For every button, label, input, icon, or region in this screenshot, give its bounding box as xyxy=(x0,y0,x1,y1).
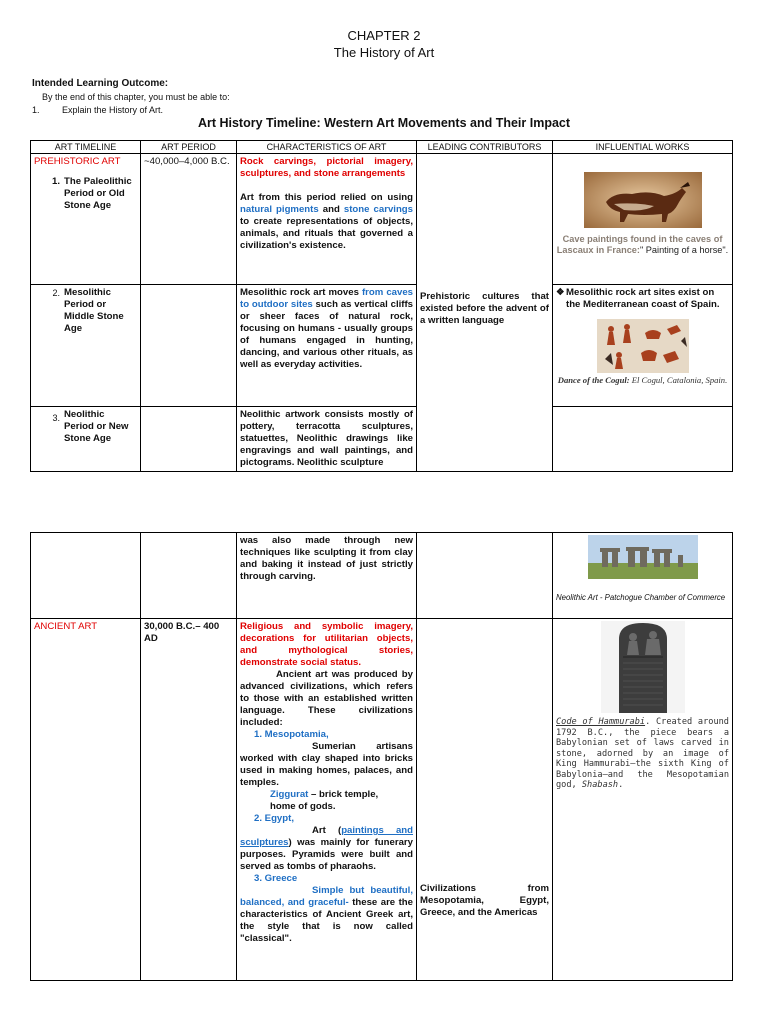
characteristics-text xyxy=(240,192,413,252)
ilo-heading: Intended Learning Outcome: xyxy=(32,78,169,89)
period-cell xyxy=(141,154,237,285)
text-span: these are the characteristics of Ancient Greek art, the style that is now called "classical". xyxy=(240,897,413,944)
col-header-works: INFLUENTIAL WORKS xyxy=(553,141,733,154)
table-row xyxy=(31,619,733,981)
timeline-table-page2 xyxy=(30,532,733,981)
egypt-text xyxy=(240,825,413,873)
caption-bold: Dance of the Cogul: xyxy=(557,375,630,385)
work-bullet-item xyxy=(556,287,729,311)
sub-period-number: 2. xyxy=(52,288,60,298)
timeline-table-page1 xyxy=(30,140,733,472)
caption-text: . Created around 1792 B.C., the piece bears a Babylonian set of laws carved in stone, adorned by an image of King Hammurabi—the sixth King of Babylonia—and the Mesopotamian god, xyxy=(556,717,729,790)
work-text: Mesolithic rock art sites exist on the Mediterranean coast of Spain. xyxy=(566,287,720,310)
characteristics-cell xyxy=(237,154,417,285)
sub-period-name: Mesolithic Period or Middle Stone Age xyxy=(64,287,124,334)
col-header-characteristics: CHARACTERISTICS OF ART xyxy=(237,141,417,154)
text-span: and xyxy=(318,204,344,215)
table-title: Art History Timeline: Western Art Movements and Their Impact xyxy=(197,116,571,130)
text-span: such as vertical cliffs or sheer faces of natural rock, focusing on humans - usually groups of humans engaged in hunting, dancing, and various other rituals, as well as everyday activities. xyxy=(240,299,413,370)
characteristics-intro: Ancient art was produced by advanced civilizations, which refers to those with an established written language. These civilizations included: xyxy=(240,669,413,728)
text-span: Art ( xyxy=(312,825,342,836)
caption-text: El Cogul, Catalonia, Spain. xyxy=(629,375,728,385)
chapter-heading: CHAPTER 2 xyxy=(347,28,421,43)
text-span: – brick temple, home of gods. xyxy=(270,789,379,812)
text-span: Art from this period relied on using xyxy=(240,192,413,203)
period-cell xyxy=(141,533,237,619)
era-label: PREHISTORIC ART xyxy=(34,156,121,167)
highlight-span: paintings and sculptures xyxy=(240,825,414,848)
sub-period xyxy=(34,176,137,212)
ziggurat-note xyxy=(240,789,413,813)
sub-period-number: 1. xyxy=(51,176,60,187)
civilization-heading-greece: 3. Greece xyxy=(254,873,298,884)
text-span: ) was mainly for funerary purposes. Pyramids were built and served as tombs of pharaohs. xyxy=(240,837,413,872)
timeline-cell xyxy=(31,285,141,407)
hammurabi-stele-photo xyxy=(601,621,685,713)
timeline-cell xyxy=(31,407,141,472)
cave-horse-painting xyxy=(584,172,702,228)
stonehenge-photo xyxy=(588,535,698,579)
characteristics-text: was also made through new techniques like sculpting it from clay and baking it instead of just strictly through carving. xyxy=(240,535,413,582)
characteristics-cell xyxy=(237,285,417,407)
caption-bold: Cave paintings found in the caves of Lascaux in France: xyxy=(556,234,723,255)
work-caption xyxy=(556,717,729,791)
contributors-text: Prehistoric cultures that existed before the advent of a written language xyxy=(420,290,549,326)
caption-title: Code of Hammurabi xyxy=(556,717,646,727)
table-row xyxy=(31,407,733,472)
highlight-span: Ziggurat xyxy=(270,789,309,800)
era-label: ANCIENT ART xyxy=(34,621,98,632)
sub-period-name: Neolithic Period or New Stone Age xyxy=(64,409,129,444)
civilization-heading-mesopotamia: 1. Mesopotamia, xyxy=(254,729,329,740)
cogul-dance-painting xyxy=(597,319,689,373)
text-span: to create representations of objects, animals, and rituals that governed a civilization's existence. xyxy=(240,216,413,251)
characteristics-text: Neolithic artwork consists mostly of pottery, terracotta sculptures, statuettes, Neolithic drawings like engravings and wall paintings, and pictograms. Neolithic sculpture xyxy=(240,409,413,468)
work-caption xyxy=(556,375,729,385)
contributors-cell xyxy=(417,619,553,981)
timeline-cell xyxy=(31,533,141,619)
contributors-cell xyxy=(417,533,553,619)
ilo-intro: By the end of this chapter, you must be able to: xyxy=(42,92,230,102)
text-span: Mesolithic rock art moves xyxy=(240,287,362,298)
characteristics-cell xyxy=(237,407,417,472)
characteristics-cell xyxy=(237,533,417,619)
chapter-title: The History of Art xyxy=(333,45,435,60)
table-row xyxy=(31,533,733,619)
work-caption: Neolithic Art - Patchogue Chamber of Commerce xyxy=(556,593,726,602)
table-row xyxy=(31,154,733,285)
col-header-contributors: LEADING CONTRIBUTORS xyxy=(417,141,553,154)
ilo-item xyxy=(32,105,163,115)
mesopotamia-text: Sumerian artisans worked with clay shaped into bricks used in making homes, palaces, and temples. xyxy=(240,741,413,788)
period-cell xyxy=(141,619,237,981)
greece-text xyxy=(240,885,413,945)
work-caption xyxy=(556,234,729,256)
caption-text: " Painting of a horse". xyxy=(639,245,729,255)
col-header-period: ART PERIOD xyxy=(141,141,237,154)
ilo-item-number: 1. xyxy=(32,105,40,115)
period-cell xyxy=(141,285,237,407)
period-value: ~40,000–4,000 B.C. xyxy=(144,156,230,167)
table-row xyxy=(31,285,733,407)
timeline-cell xyxy=(31,154,141,285)
highlight-span: from caves to outdoor sites xyxy=(240,287,413,310)
sub-period-number: 3. xyxy=(52,413,60,423)
characteristics-cell xyxy=(237,619,417,981)
contributors-text: Civilizations from Mesopotamia, Egypt, Greece, and the Americas xyxy=(420,883,549,918)
sub-period-name: The Paleolithic Period or Old Stone Age xyxy=(64,176,132,211)
caption-text: . xyxy=(618,780,624,790)
characteristics-summary: Rock carvings, pictorial imagery, sculptures, and stone arrangements xyxy=(240,156,413,179)
highlight-span: natural pigments xyxy=(240,204,319,215)
col-header-timeline: ART TIMELINE xyxy=(31,141,141,154)
works-cell xyxy=(553,154,733,285)
period-value: 30,000 B.C.– 400 AD xyxy=(144,621,220,644)
period-cell xyxy=(141,407,237,472)
highlight-span: stone carvings xyxy=(343,204,414,215)
ilo-item-text: Explain the History of Art. xyxy=(62,105,164,115)
contributors-cell xyxy=(417,154,553,472)
works-cell xyxy=(553,619,733,981)
diamond-bullet-icon: ❖ xyxy=(556,287,565,298)
works-cell xyxy=(553,407,733,472)
works-cell xyxy=(553,533,733,619)
works-cell xyxy=(553,285,733,407)
characteristics-summary: Religious and symbolic imagery, decorations for utilitarian objects, and mythological stories, demonstrate social status. xyxy=(240,621,413,668)
highlight-span: Simple but beautiful, balanced, and graceful- xyxy=(240,885,413,908)
caption-italic: Shabash xyxy=(581,780,619,790)
timeline-cell xyxy=(31,619,141,981)
civilization-heading-egypt: 2. Egypt, xyxy=(254,813,294,824)
sub-period xyxy=(34,409,137,445)
sub-period xyxy=(34,287,137,335)
